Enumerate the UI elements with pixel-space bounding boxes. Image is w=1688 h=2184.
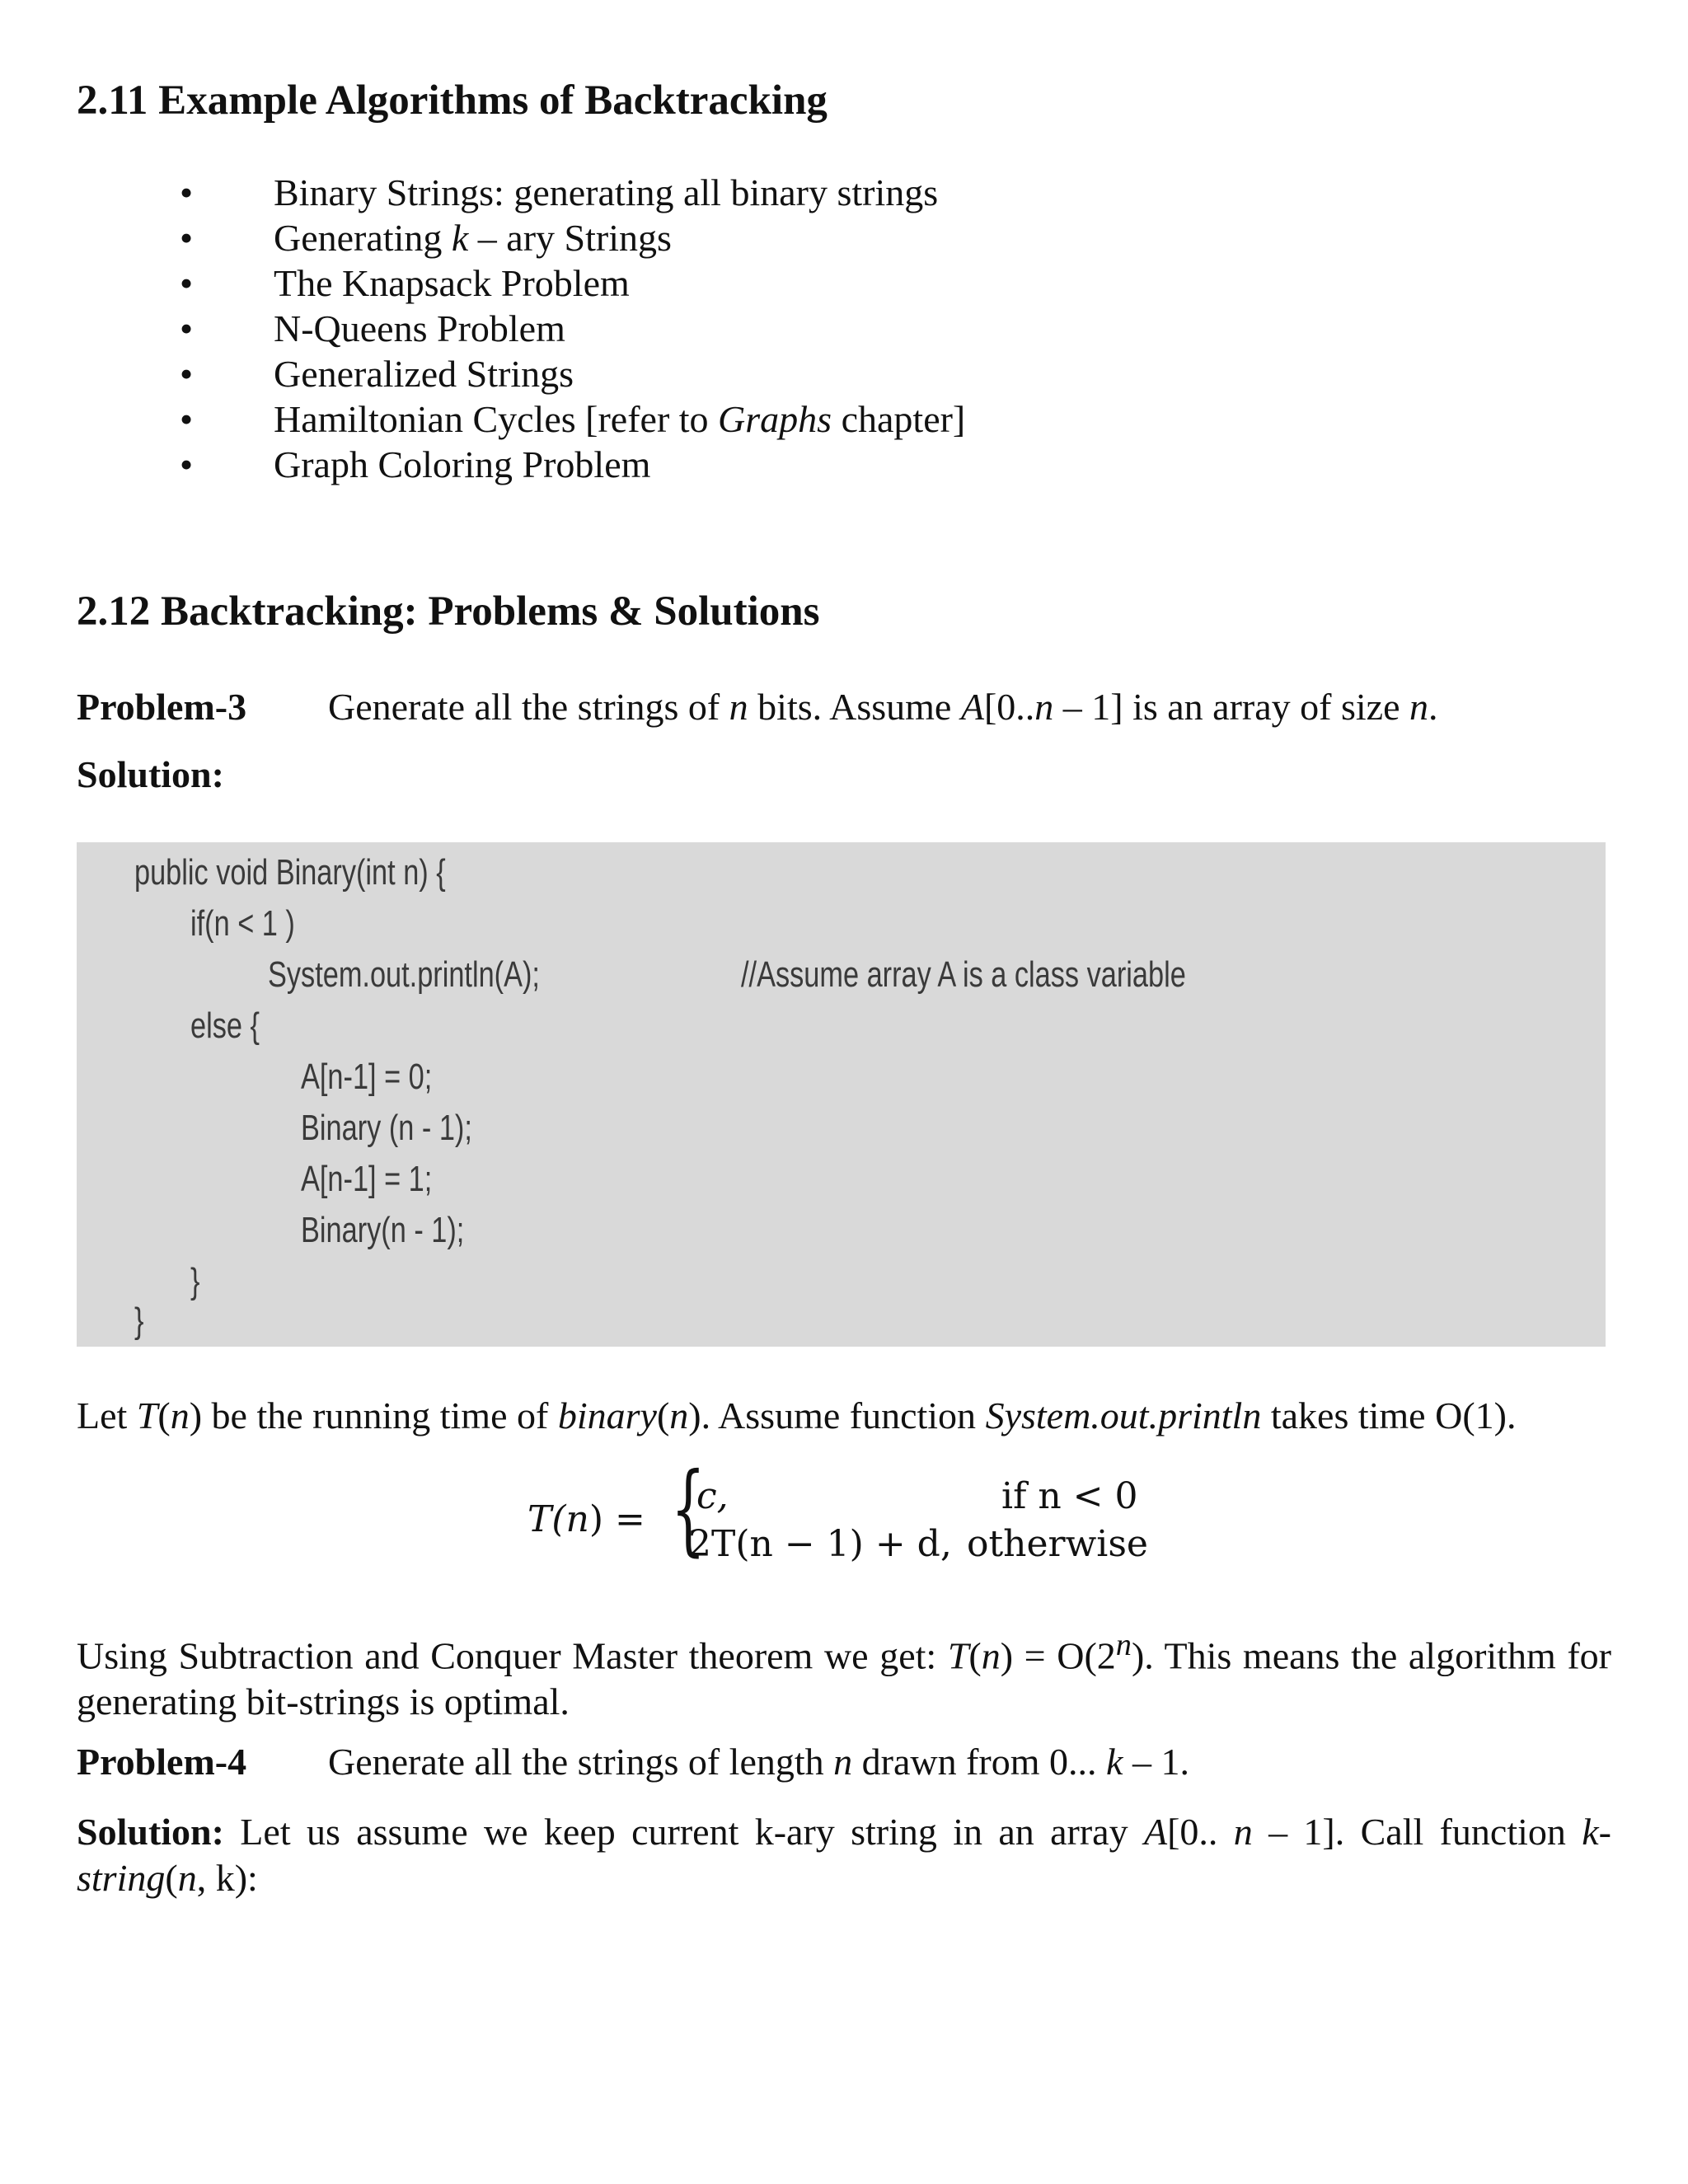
problem-text: Generate all the strings of n bits. Assume A[0..n – 1] is an array of size n. — [328, 686, 1438, 728]
formula-condition-1: if n < 0 — [1001, 1475, 1138, 1517]
code-line: System.out.println(A); — [268, 954, 540, 995]
code-line: A[n-1] = 1; — [301, 1159, 433, 1199]
code-comment: //Assume array A is a class variable — [741, 954, 1186, 995]
bullet: • — [180, 307, 194, 349]
section-heading-2-11: 2.11 Example Algorithms of Backtracking — [77, 77, 828, 124]
recurrence-formula — [528, 1452, 1187, 1574]
solution-label: Solution: — [77, 753, 224, 795]
problem-label: Problem-3 — [77, 686, 247, 728]
code-line: else { — [190, 1005, 260, 1046]
bullet: • — [180, 171, 194, 213]
formula-case-2: 2T(n − 1) + d, — [688, 1523, 952, 1565]
code-block — [77, 842, 1606, 1347]
problem-3 — [77, 684, 1438, 730]
bullet: • — [180, 353, 194, 395]
bullet: • — [180, 217, 194, 259]
section-heading-2-12: 2.12 Backtracking: Problems & Solutions — [77, 588, 820, 635]
code-line: Binary(n - 1); — [301, 1210, 465, 1250]
bullet: • — [180, 398, 194, 440]
solution-4-paragraph: Solution: Let us assume we keep current k-ary string in an array A[0.. n – 1]. Call function k-string(n, k): — [77, 1811, 1611, 1899]
code-line: if(n < 1 ) — [190, 903, 295, 944]
document-page: 2.11 Example Algorithms of Backtracking • Binary Strings: generating all binary strings • Generating k – ary Strings • The Knapsack Problem • N-Queens Problem • Generalized Strings • Hamiltonian Cycles [refer to Graphs chapter] • Graph Coloring Problem 2.12 Backtracking: Problems & Solutions Problem-3 Generate all the strings of n bits. Assume A[0..n – 1] is an array of size n. Solution: public void Binary(int n) { if(n < 1 ) System.out.println(A); //Assume array A is a class variable else { A[n-1] = 0; Binary (n - 1); A[n-1] = 1; Binary(n - 1); } } Let T(n) be the running time of binary(n). Assume function System.out.println takes time O(1). T(n) = { c, if n < 0 2T(n − 1) + d, otherwise Using Subtraction and Conquer Master theorem we get: $T(n) = O(2^n)$. This means the algorithm for generating bit-strings is optimal. Problem-4 Generate all the strings of length n drawn from 0... k – 1. Solution: Let us assume we keep current k-ary string in an array A[0.. n – 1]. Call function k-string(n, k): — [0, 0, 1688, 2184]
bullet: • — [180, 262, 194, 304]
code-line: Binary (n - 1); — [301, 1108, 472, 1148]
code-line: } — [190, 1261, 200, 1301]
problem-label: Problem-4 — [77, 1741, 247, 1783]
bullet: • — [180, 443, 194, 485]
problem-text: Generate all the strings of length n drawn from 0... k – 1. — [328, 1741, 1189, 1783]
code-line: A[n-1] = 0; — [301, 1057, 433, 1097]
formula-lhs: T(n) = — [528, 1498, 645, 1540]
solution-label: Solution: — [77, 1811, 224, 1853]
code-line: public void Binary(int n) { — [134, 852, 446, 893]
running-time-paragraph: Let T(n) be the running time of binary(n). Assume function System.out.println takes time O(1). — [77, 1394, 1517, 1436]
master-theorem-paragraph: Using Subtraction and Conquer Master theorem we get: $T(n) = O(2^n)$. This means the algorithm for generating bit-strings is optimal. — [77, 1628, 1611, 1723]
code-line: } — [134, 1301, 144, 1341]
formula-brace: { — [671, 1452, 706, 1567]
formula-condition-2: otherwise — [967, 1523, 1148, 1565]
problem-4 — [77, 1739, 1189, 1785]
formula-case-1: c, — [696, 1475, 729, 1517]
